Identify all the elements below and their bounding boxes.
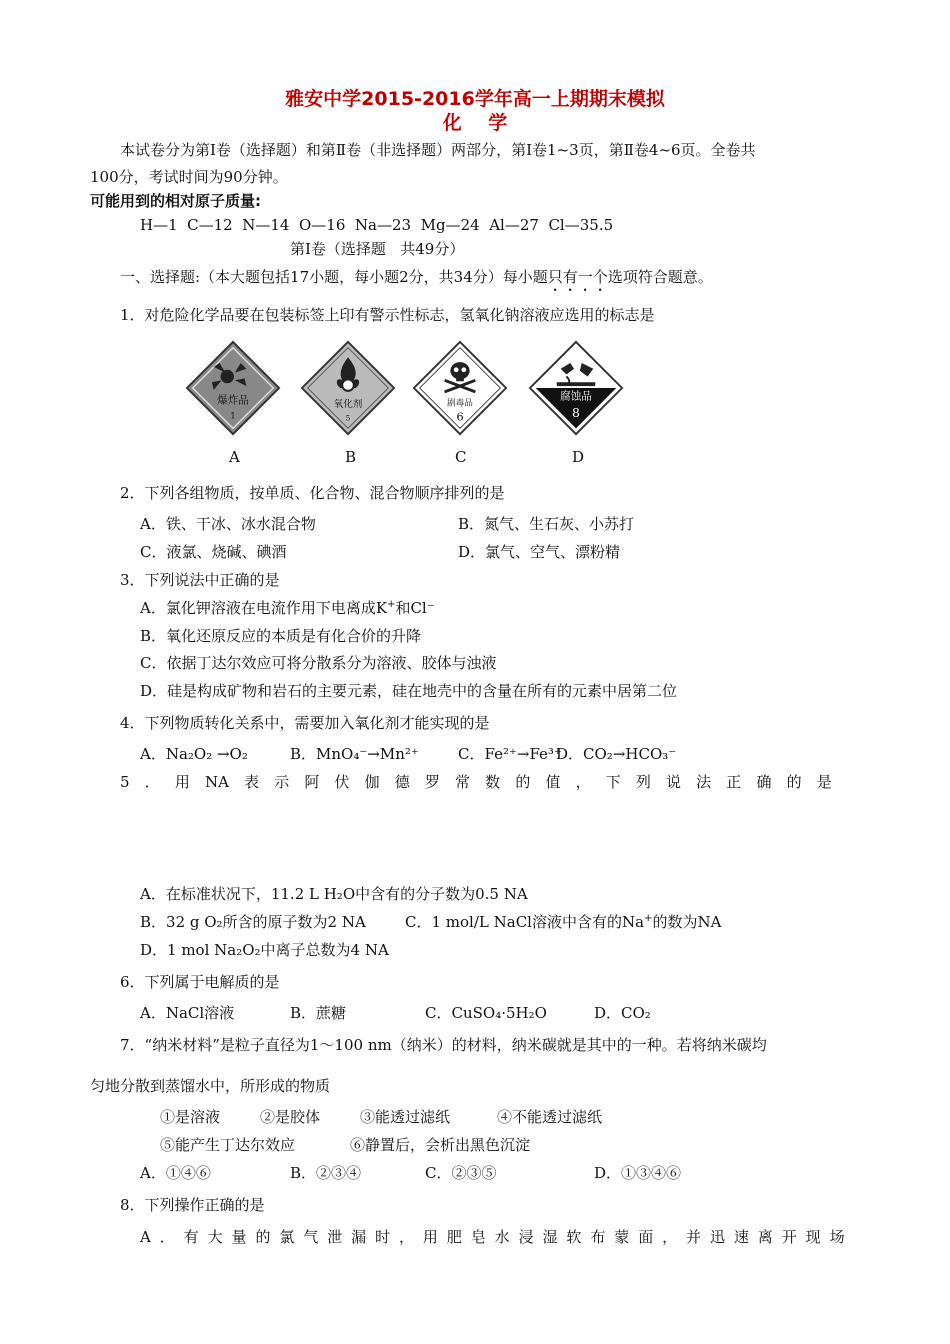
q8-char: 泄	[327, 1228, 343, 1246]
q2-stem: 2．下列各组物质，按单质、化合物、混合物顺序排列的是	[120, 484, 505, 502]
q5-char: 常	[455, 773, 471, 791]
q5-char: 示	[274, 773, 290, 791]
q6-option-a: A．NaCl溶液	[140, 1004, 235, 1022]
q5-c-sup: +	[644, 913, 653, 924]
toxic-sign	[412, 340, 508, 436]
q5-char: 阿	[304, 773, 320, 791]
q7-statement-6: ⑥静置后，会析出黑色沉淀	[350, 1136, 531, 1154]
q5-char: 的	[515, 773, 531, 791]
q2-option-a: A．铁、干冰、冰水混合物	[140, 515, 316, 533]
intro-line-2: 100分，考试时间为90分钟。	[90, 168, 288, 186]
q5-option-a: A．在标准状况下，11.2 L H₂O中含有的分子数为0.5 NA	[140, 885, 528, 903]
q8-char: 有	[183, 1228, 199, 1246]
q8-stem: 8．下列操作正确的是	[120, 1196, 265, 1214]
subject-title: 化 学	[442, 112, 508, 134]
q8-char: 并	[686, 1228, 702, 1246]
q7-option-b: B．②③④	[290, 1164, 362, 1182]
q5-stem	[120, 773, 832, 791]
q8-char: 面	[638, 1228, 654, 1246]
q3-a-sup: +	[387, 599, 396, 610]
q8-char: 湿	[542, 1228, 558, 1246]
q4-option-d: D．CO₂→HCO₃⁻	[556, 745, 677, 763]
q5-char: 确	[756, 773, 772, 791]
q2-option-d: D．氯气、空气、漂粉精	[458, 543, 621, 561]
q8-char: 浸	[518, 1228, 534, 1246]
q8-char: 的	[255, 1228, 271, 1246]
atomic-mass-list: H—1 C—12 N—14 O—16 Na—23 Mg—24 Al—27 Cl—35.5	[140, 216, 614, 234]
q4-option-a: A．Na₂O₂ →O₂	[140, 745, 248, 763]
q8-char: 水	[494, 1228, 510, 1246]
section-1-instruction	[120, 268, 713, 295]
q5-char: 下	[605, 773, 621, 791]
q8-char: 离	[757, 1228, 773, 1246]
q6-option-d: D．CO₂	[594, 1004, 651, 1022]
q5-char: 伏	[334, 773, 350, 791]
instruction-part-a: 一、选择题:（本大题包括17小题，每小题2分，共34分）每小题	[120, 268, 548, 286]
q5-char: 用	[174, 773, 190, 791]
q5-char: 正	[726, 773, 742, 791]
sign-letter-b: B	[345, 448, 357, 466]
q4-stem: 4．下列物质转化关系中，需要加入氧化剂才能实现的是	[120, 714, 490, 732]
q8-char: ，	[398, 1228, 414, 1246]
q7-statement-2: ②是胶体	[260, 1108, 321, 1126]
q5-char: ．	[144, 773, 160, 791]
q2-option-c: C．液氯、烧碱、碘酒	[140, 543, 287, 561]
q7-statement-1: ①是溶液	[160, 1108, 221, 1126]
q5-c-text-end: 的数为NA	[652, 913, 722, 931]
q8-char: 布	[590, 1228, 606, 1246]
sign-letter-c: C	[455, 448, 467, 466]
q7-stem-line-2: 匀地分散到蒸馏水中，所形成的物质	[90, 1077, 331, 1095]
q1-stem: 1．对危险化学品要在包装标签上印有警示性标志，氢氧化钠溶液应选用的标志是	[120, 306, 655, 324]
q5-char: 罗	[424, 773, 440, 791]
q5-char: 列	[635, 773, 651, 791]
q6-option-b: B．蔗糖	[290, 1004, 347, 1022]
q5-char: ，	[575, 773, 591, 791]
q3-option-a	[140, 599, 435, 617]
q5-char: 说	[666, 773, 682, 791]
q5-char: 德	[394, 773, 410, 791]
q5-char: 法	[696, 773, 712, 791]
q5-char: 伽	[364, 773, 380, 791]
q8-char: 速	[733, 1228, 749, 1246]
q5-char: NA	[204, 773, 229, 791]
exam-title: 雅安中学2015-2016学年高一上期期末模拟	[285, 88, 665, 110]
intro-line-1: 本试卷分为第Ⅰ卷（选择题）和第Ⅱ卷（非选择题）两部分，第Ⅰ卷1~3页，第Ⅱ卷4~6页。全卷共	[120, 141, 756, 159]
q2-option-b: B．氮气、生石灰、小苏打	[458, 515, 635, 533]
q8-char: 场	[829, 1228, 845, 1246]
q5-char: 是	[816, 773, 832, 791]
q5-option-d: D．1 mol Na₂O₂中离子总数为4 NA	[140, 941, 389, 959]
sign-a-label: 爆炸品	[217, 394, 249, 407]
q3-a-text-end: 和Cl⁻	[395, 599, 435, 617]
q8-char: 大	[207, 1228, 223, 1246]
q4-option-c: C．Fe²⁺→Fe³⁺	[458, 745, 562, 763]
q8-char: 漏	[351, 1228, 367, 1246]
q5-char: 的	[786, 773, 802, 791]
q8-char: ，	[662, 1228, 678, 1246]
q8-char: A	[140, 1228, 151, 1246]
q7-stem-line-1: 7．“纳米材料”是粒子直径为1～100 nm（纳米）的材料，纳米碳就是其中的一种。若将纳米碳均	[120, 1036, 767, 1054]
sign-b-label: 氧化剂	[333, 399, 363, 411]
q8-char: 软	[566, 1228, 582, 1246]
q8-char: 开	[781, 1228, 797, 1246]
instruction-emphasis: 只有一个	[547, 268, 608, 286]
sign-b-number: 5	[345, 413, 351, 423]
q7-option-c: C．②③⑤	[425, 1164, 497, 1182]
q8-char: 量	[231, 1228, 247, 1246]
q6-stem: 6．下列属于电解质的是	[120, 973, 280, 991]
q5-option-b: B．32 g O₂所含的原子数为2 NA	[140, 913, 366, 931]
q3-stem: 3．下列说法中正确的是	[120, 571, 280, 589]
q8-char: 现	[805, 1228, 821, 1246]
q6-option-c: C．CuSO₄·5H₂O	[425, 1004, 547, 1022]
q8-char: 肥	[446, 1228, 462, 1246]
explosive-sign	[185, 340, 281, 436]
sign-d-number: 8	[572, 404, 580, 420]
q7-statement-4: ④不能透过滤纸	[497, 1108, 603, 1126]
q3-a-text: A．氯化钾溶液在电流作用下电离成K	[140, 599, 388, 617]
q7-option-a: A．①④⑥	[140, 1164, 211, 1182]
q8-char: 迅	[709, 1228, 725, 1246]
oxidizer-sign	[300, 340, 396, 436]
q3-option-d: D．硅是构成矿物和岩石的主要元素，硅在地壳中的含量在所有的元素中居第二位	[140, 682, 678, 700]
atomic-mass-label: 可能用到的相对原子质量:	[90, 192, 261, 210]
q4-option-b: B．MnO₄⁻→Mn²⁺	[290, 745, 419, 763]
q7-option-d: D．①③④⑥	[594, 1164, 682, 1182]
sign-c-label: 剧毒品	[447, 398, 473, 409]
q8-char: 时	[375, 1228, 391, 1246]
q8-char: 皂	[470, 1228, 486, 1246]
q8-char: 蒙	[614, 1228, 630, 1246]
corrosive-sign	[528, 340, 624, 436]
q5-c-text: C．1 mol/L NaCl溶液中含有的Na	[405, 913, 645, 931]
q3-option-b: B．氧化还原反应的本质是有化合价的升降	[140, 627, 422, 645]
sign-d-label: 腐蚀品	[560, 390, 592, 403]
q7-statement-5: ⑤能产生丁达尔效应	[160, 1136, 296, 1154]
q7-statement-3: ③能透过滤纸	[360, 1108, 451, 1126]
sign-letter-d: D	[572, 448, 585, 466]
q8-char: 气	[303, 1228, 319, 1246]
instruction-part-b: 选项符合题意。	[607, 268, 713, 286]
sign-letter-a: A	[229, 448, 240, 466]
q5-option-c	[405, 913, 721, 931]
q5-char: 表	[244, 773, 260, 791]
q8-char: 氯	[279, 1228, 295, 1246]
sign-c-number: 6	[456, 409, 464, 424]
q5-char: 值	[545, 773, 561, 791]
sign-a-number: 1	[230, 411, 236, 422]
q5-char: 数	[485, 773, 501, 791]
q8-option-a	[140, 1228, 845, 1246]
q3-option-c: C．依据丁达尔效应可将分散系分为溶液、胶体与浊液	[140, 654, 497, 672]
q8-char: ．	[159, 1228, 175, 1246]
q5-char: 5	[120, 773, 130, 791]
section-1-title: 第Ⅰ卷（选择题 共49分）	[290, 240, 465, 258]
q8-char: 用	[422, 1228, 438, 1246]
